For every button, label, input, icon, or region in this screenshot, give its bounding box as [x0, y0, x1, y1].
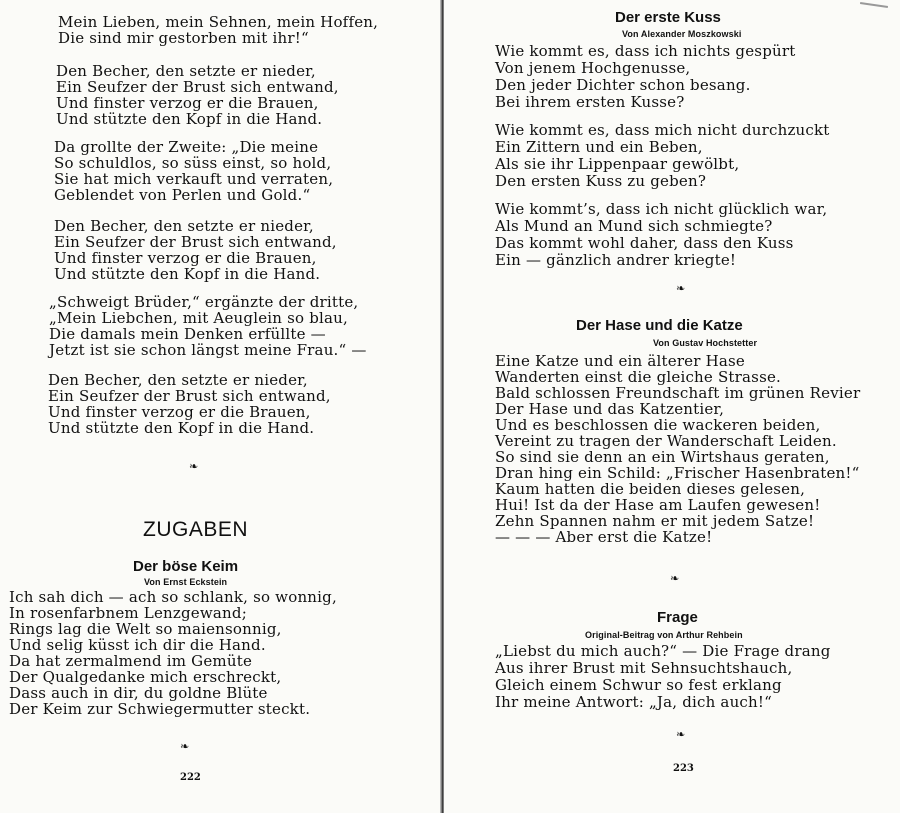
poem-line: Zehn Spannen nahm er mit jedem Satze!: [495, 512, 815, 530]
poem-line: Kaum hatten die beiden dieses gelesen,: [495, 480, 806, 498]
poem-line: Ein Seufzer der Brust sich entwand,: [48, 387, 331, 405]
poem-line: Und finster verzog er die Brauen,: [56, 94, 319, 112]
poem-line: In rosenfarbnem Lenzgewand;: [9, 604, 247, 622]
poem-line: Wie kommt es, dass ich nichts gespürt: [495, 42, 796, 60]
ornament-icon: ❧: [180, 740, 190, 753]
poem-title: Der Hase und die Katze: [576, 317, 743, 334]
poem-line: Ein Zittern und ein Beben,: [495, 138, 703, 156]
poem-line: Ich sah dich — ach so schlank, so wonnig,: [9, 588, 337, 606]
poem-line: Von jenem Hochgenusse,: [495, 59, 691, 77]
poem-line: Und finster verzog er die Brauen,: [48, 403, 311, 421]
section-heading: ZUGABEN: [143, 518, 249, 541]
poem-line: Und selig küsst ich dir die Hand.: [9, 636, 266, 654]
poem-line: Ein Seufzer der Brust sich entwand,: [54, 233, 337, 251]
page-number: 223: [673, 763, 694, 774]
poem-line: Ihr meine Antwort: „Ja, dich auch!“: [495, 693, 772, 711]
right-page: [444, 0, 900, 813]
poem-line: Geblendet von Perlen und Gold.“: [54, 186, 311, 204]
ornament-icon: ❧: [670, 572, 680, 585]
poem-line: Hui! Ist da der Hase am Laufen gewesen!: [495, 496, 821, 514]
ornament-icon: ❧: [676, 728, 686, 741]
poem-byline: Von Gustav Hochstetter: [653, 338, 758, 348]
poem-line: „Mein Liebchen, mit Aeuglein so blau,: [49, 309, 348, 327]
poem-line: Wanderten einst die gleiche Strasse.: [495, 368, 782, 386]
poem-line: Den Becher, den setzte er nieder,: [48, 371, 308, 389]
poem-line: Den Becher, den setzte er nieder,: [56, 62, 316, 80]
poem-line: Da grollte der Zweite: „Die meine: [54, 138, 319, 156]
poem-line: Dran hing ein Schild: „Frischer Hasenbraten!“: [495, 464, 860, 482]
poem-line: Da hat zermalmend im Gemüte: [9, 652, 253, 670]
poem-line: Bald schlossen Freundschaft im grünen Revier: [495, 384, 861, 402]
page-edge-mark: [860, 2, 888, 8]
poem-line: Wie kommt’s, dass ich nicht glücklich war,: [495, 200, 828, 218]
poem-line: — — — Aber erst die Katze!: [495, 528, 713, 546]
poem-line: Die damals mein Denken erfüllte —: [49, 325, 326, 343]
poem-line: Der Hase und das Katzentier,: [495, 400, 725, 418]
left-page: [0, 0, 440, 813]
poem-line: Als sie ihr Lippenpaar gewölbt,: [495, 155, 740, 173]
poem-line: Die sind mir gestorben mit ihr!“: [58, 29, 309, 47]
poem-line: Sie hat mich verkauft und verraten,: [54, 170, 334, 188]
poem-line: Den jeder Dichter schon besang.: [495, 76, 751, 94]
poem-line: So schuldlos, so süss einst, so hold,: [54, 154, 332, 172]
poem-line: Mein Lieben, mein Sehnen, mein Hoffen,: [58, 13, 379, 31]
poem-line: Und stützte den Kopf in die Hand.: [48, 419, 315, 437]
poem-line: Vereint zu tragen der Wanderschaft Leiden.: [495, 432, 837, 450]
poem-line: Und finster verzog er die Brauen,: [54, 249, 317, 267]
poem-line: „Liebst du mich auch?“ — Die Frage drang: [495, 642, 831, 660]
poem-byline: Von Ernst Eckstein: [144, 577, 228, 587]
poem-line: Aus ihrer Brust mit Sehnsuchtshauch,: [495, 659, 793, 677]
poem-byline: Von Alexander Moszkowski: [622, 29, 742, 39]
ornament-icon: ❧: [189, 460, 199, 473]
poem-line: Und stützte den Kopf in die Hand.: [54, 265, 321, 283]
poem-line: Als Mund an Mund sich schmiegte?: [495, 217, 773, 235]
poem-line: Den Becher, den setzte er nieder,: [54, 217, 314, 235]
poem-line: „Schweigt Brüder,“ ergänzte der dritte,: [49, 293, 359, 311]
poem-byline: Original-Beitrag von Arthur Rehbein: [585, 630, 743, 640]
poem-line: Ein Seufzer der Brust sich entwand,: [56, 78, 339, 96]
poem-line: Gleich einem Schwur so fest erklang: [495, 676, 782, 694]
poem-line: Rings lag die Welt so maiensonnig,: [9, 620, 282, 638]
poem-title: Der erste Kuss: [615, 9, 721, 26]
poem-title: Der böse Keim: [133, 558, 239, 575]
poem-line: So sind sie denn an ein Wirtshaus geraten,: [495, 448, 830, 466]
ornament-icon: ❧: [676, 282, 686, 295]
poem-line: Der Keim zur Schwiegermutter steckt.: [9, 700, 311, 718]
poem-title: Frage: [657, 609, 698, 626]
poem-line: Der Qualgedanke mich erschreckt,: [9, 668, 282, 686]
poem-line: Bei ihrem ersten Kusse?: [495, 93, 685, 111]
poem-line: Und es beschlossen die wackeren beiden,: [495, 416, 821, 434]
page-number: 222: [180, 772, 201, 783]
poem-line: Den ersten Kuss zu geben?: [495, 172, 707, 190]
poem-line: Wie kommt es, dass mich nicht durchzuckt: [495, 121, 830, 139]
poem-line: Und stützte den Kopf in die Hand.: [56, 110, 323, 128]
poem-line: Jetzt ist sie schon längst meine Frau.“ —: [49, 341, 367, 359]
poem-line: Dass auch in dir, du goldne Blüte: [9, 684, 268, 702]
poem-line: Das kommt wohl daher, dass den Kuss: [495, 234, 794, 252]
poem-line: Eine Katze und ein älterer Hase: [495, 352, 746, 370]
poem-line: Ein — gänzlich andrer kriegte!: [495, 251, 737, 269]
